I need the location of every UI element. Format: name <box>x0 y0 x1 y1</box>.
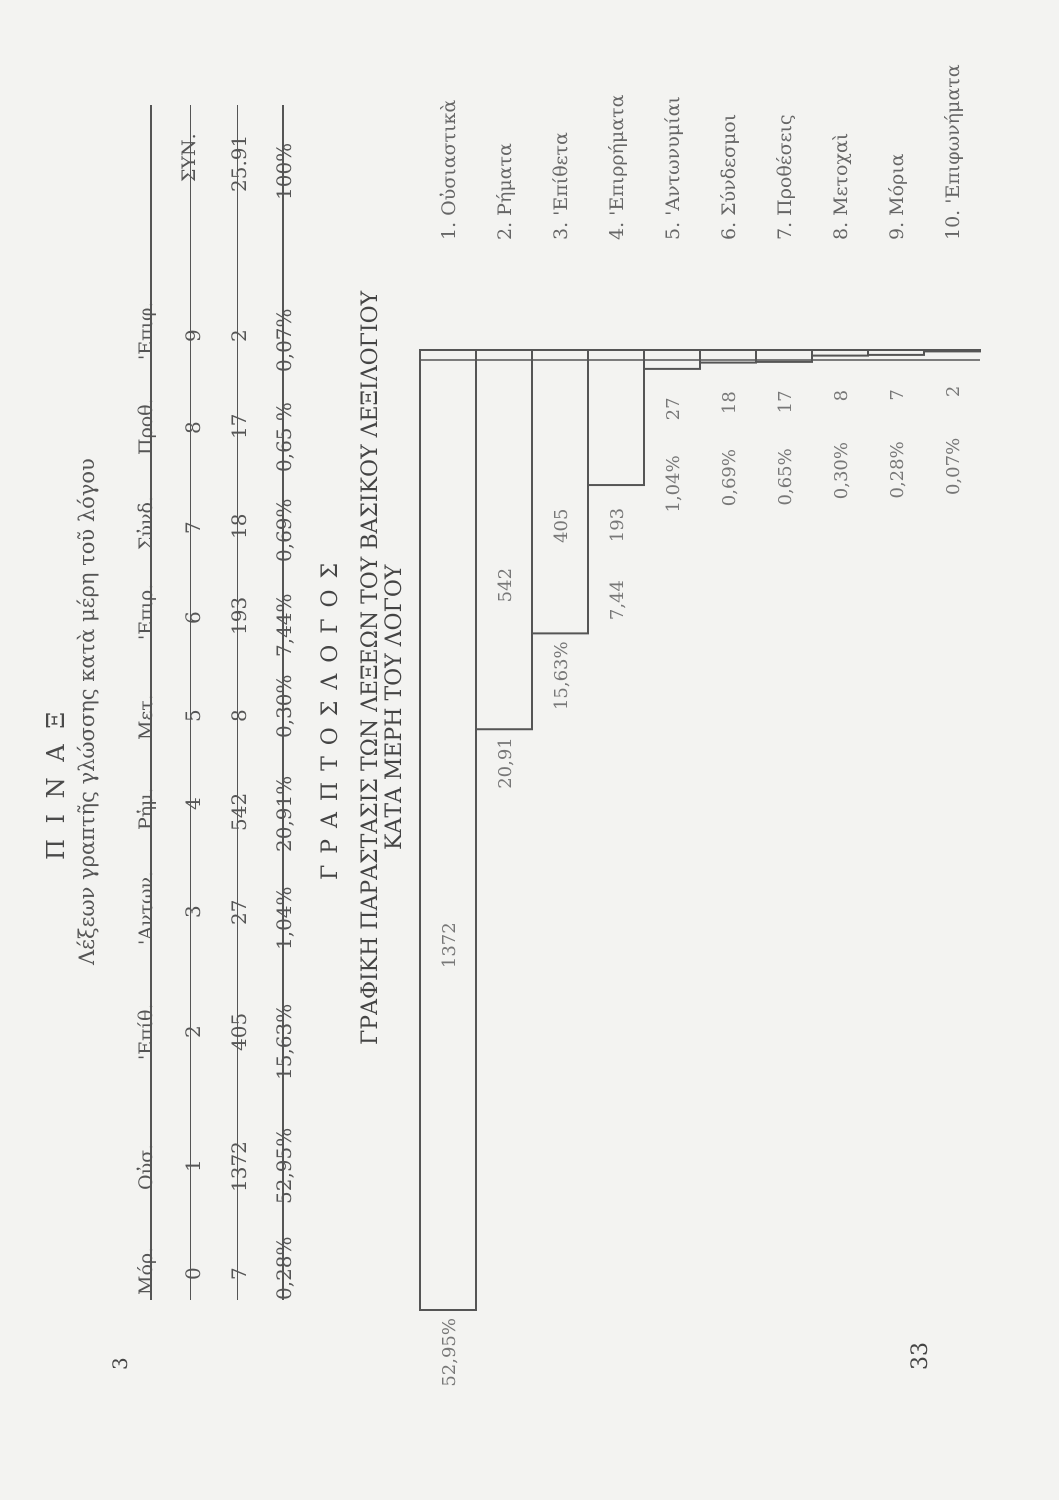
value-label: 27 <box>663 397 684 421</box>
header-cell: Ρἡμ. <box>135 787 157 830</box>
table-cell: 0 <box>181 1267 205 1280</box>
table-cell: 1,04% <box>272 886 296 950</box>
table-cell: 2 <box>181 1025 205 1038</box>
category-label: 3. 'Επίθετα <box>550 132 572 240</box>
value-label: 17 <box>775 390 796 414</box>
table-cell: 27 <box>227 899 251 925</box>
category-label: 6. Σύνδεσμοι <box>718 113 740 240</box>
table-cell: 1372 <box>227 1141 251 1192</box>
header-cell: Σὐνδ. <box>135 495 157 550</box>
chart-bar <box>420 350 476 1310</box>
header-cell: Οὐσ. <box>135 1143 157 1190</box>
header-cell: Μετ. <box>135 694 157 740</box>
percent-label: 7,44 <box>607 580 628 621</box>
value-label: 1372 <box>439 922 460 969</box>
table-cell: 9 <box>181 329 205 342</box>
table-cell: 8 <box>227 709 251 722</box>
category-label: 5. 'Αντωνυμίαι <box>662 96 684 240</box>
table-cell: 2 <box>227 329 251 342</box>
page-number: 33 <box>908 1342 933 1370</box>
chart-bar <box>924 350 980 351</box>
left-margin-number: 3 <box>108 1357 132 1370</box>
value-label: 8 <box>831 389 852 402</box>
table-cell: 0,65 % <box>272 402 296 472</box>
header-cell: Μόρ. <box>135 1246 157 1295</box>
table-cell: 17 <box>227 413 251 439</box>
category-label: 9. Μόρια <box>886 153 908 240</box>
table-cell: 7 <box>227 1267 251 1280</box>
table-cell: 3 <box>181 905 205 918</box>
category-label: 2. Ρήματα <box>494 143 516 240</box>
value-label: 405 <box>551 508 572 543</box>
table-cell: 18 <box>227 513 251 539</box>
chart-subtitle-line1: ΓΡΑΦΙΚΗ ΠΑΡΑΣΤΑΣΙΣ ΤΩΝ ΛΕΞΕΩΝ ΤΟΥ ΒΑΣΙΚΟΥ ΛΕΞΙΛΟΓΙΟΥ <box>358 290 383 1045</box>
table-cell: 7 <box>181 521 205 534</box>
percent-label: 0,65% <box>775 448 796 506</box>
category-label: 10. 'Επιφωνήματα <box>942 64 964 240</box>
header-cell: 'Επιρ. <box>135 583 157 640</box>
table-cell: 0,07% <box>272 308 296 372</box>
table-cell: 1 <box>181 1159 205 1172</box>
table-cell: 542 <box>227 792 251 831</box>
chart-bar <box>532 350 588 633</box>
table-cell: 15,63% <box>272 1003 296 1080</box>
chart-bar <box>588 350 644 485</box>
percent-label: 1,04% <box>663 455 684 513</box>
value-label: 7 <box>887 389 908 401</box>
header-cell: 'Επιφ. <box>135 301 157 360</box>
table-subtitle: Λέξεων γραπτῆς γλώσσης κατὰ μέρη τοῦ λόγου <box>75 458 99 965</box>
chart-bar <box>812 350 868 356</box>
value-label: 18 <box>719 391 740 415</box>
chart-title: Γ Ρ Α Π Τ Ο Σ Λ Ο Γ Ο Σ <box>318 560 343 880</box>
table-cell: 52,95% <box>272 1127 296 1204</box>
header-cell: ΣΥΝ. <box>178 133 200 182</box>
table-cell: 193 <box>227 596 251 635</box>
table-cell: 0,28% <box>272 1236 296 1300</box>
category-label: 4. 'Επιρρήματα <box>606 94 628 240</box>
table-cell: 8 <box>181 421 205 434</box>
chart-subtitle-line2: ΚΑΤΑ ΜΕΡΗ ΤΟΥ ΛΟΓΟΥ <box>382 564 407 850</box>
table-cell: 4 <box>181 797 205 810</box>
table-cell: 100% <box>272 142 296 200</box>
table-cell: 20,91% <box>272 775 296 852</box>
table-title: Π Ι Ν Α Ξ <box>42 707 70 860</box>
category-label: 7. Προθέσεις <box>774 114 796 240</box>
category-label: 1. Οὐσιαστικὰ <box>438 99 460 240</box>
percent-label: 15,63% <box>551 641 572 711</box>
table-cell: 0,69% <box>272 498 296 562</box>
header-cell: 'Αντων. <box>135 870 157 945</box>
header-cell: 'Επίθ. <box>135 1003 157 1060</box>
category-label: 8. Μετοχαὶ <box>830 132 852 240</box>
table-cell: 6 <box>181 611 205 624</box>
percent-label: 0,28% <box>887 441 908 499</box>
table-cell: 5 <box>181 709 205 722</box>
percent-label: 52,95% <box>439 1318 460 1387</box>
table-cell: 405 <box>227 1012 251 1051</box>
percent-label: 0,69% <box>719 449 740 507</box>
percent-label: 0,07% <box>943 437 964 495</box>
chart-bar <box>868 350 924 355</box>
value-label: 193 <box>607 507 628 543</box>
table-cell: 0,30% <box>272 674 296 738</box>
table-cell: 25.91 <box>227 134 251 192</box>
percent-label: 0,30% <box>831 442 852 500</box>
percent-label: 20,91 <box>495 737 516 789</box>
header-cell: Προθ. <box>135 398 157 455</box>
chart-bar <box>476 350 532 729</box>
value-label: 2 <box>943 385 964 398</box>
table-cell: 7,44% <box>272 593 296 657</box>
value-label: 542 <box>495 567 516 603</box>
